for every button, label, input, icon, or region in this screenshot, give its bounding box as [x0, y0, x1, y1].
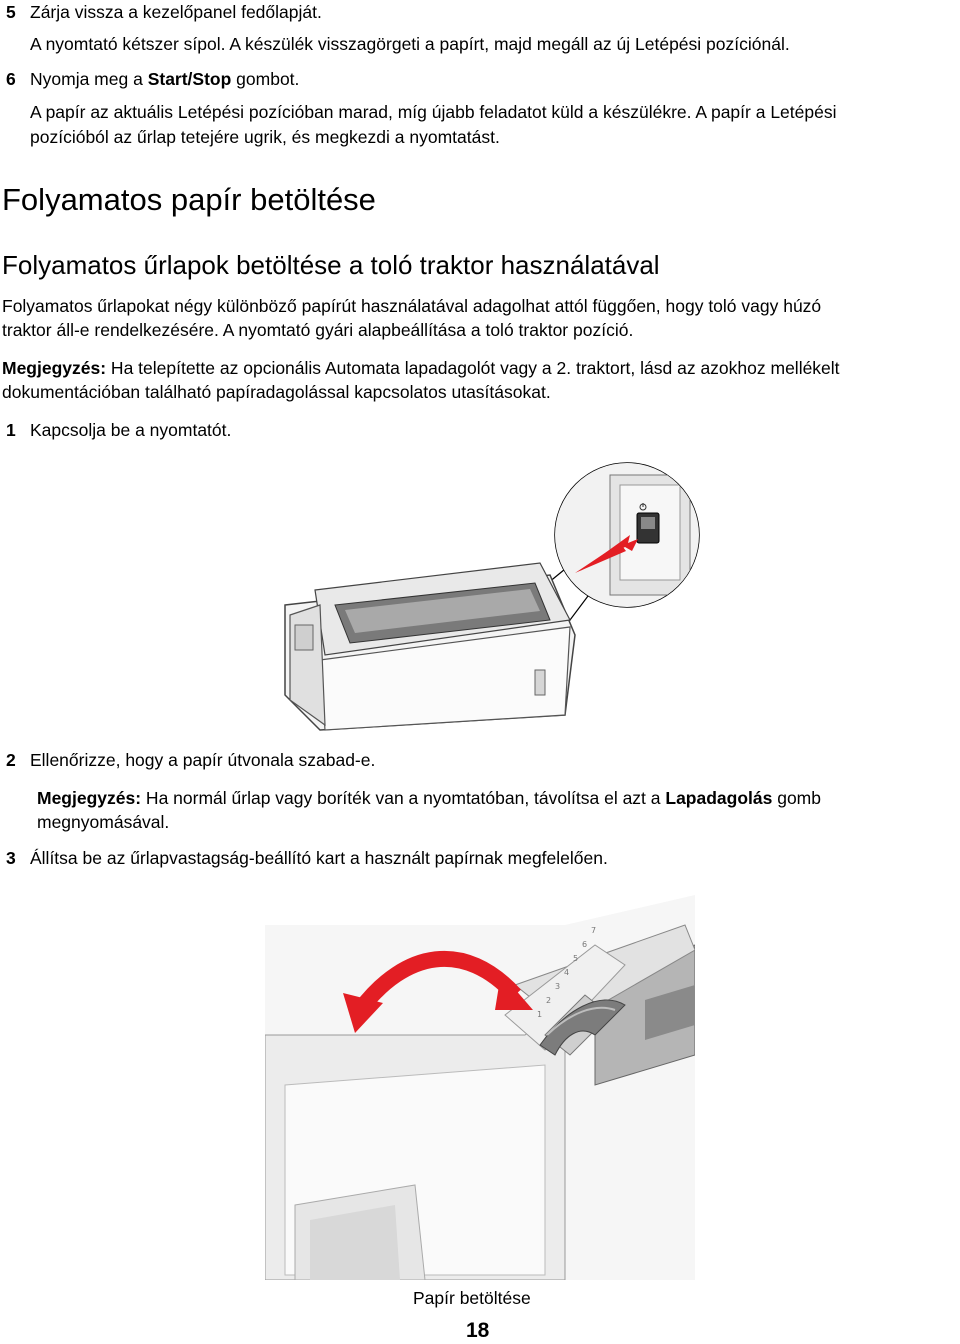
- note-2-line2: megnyomásával.: [37, 812, 170, 832]
- step-3-number: 3: [6, 848, 16, 868]
- step-6-detail-line1: A papír az aktuális Letépési pozícióban marad, míg újabb feladatot küld a készülékre. A papír a Letépési: [30, 102, 837, 122]
- scale-mark-3: 3: [555, 982, 561, 991]
- intro-line2: traktor áll-e rendelkezésére. A nyomtató gyári alapbeállítása a toló traktor pozíció.: [2, 320, 634, 340]
- step-6-post: gombot.: [231, 69, 300, 89]
- step-6-pre: Nyomja meg a: [30, 69, 148, 89]
- form-thickness-lever-illustration: [265, 885, 695, 1280]
- step-5-number: 5: [6, 2, 16, 22]
- note-1-line2: dokumentációban található papíradagolással kapcsolatos utasításokat.: [2, 382, 551, 402]
- scale-mark-2: 2: [546, 996, 552, 1005]
- note-2-post: gomb: [772, 788, 821, 808]
- scale-mark-7: 7: [591, 926, 597, 935]
- note-1-line1: [2, 356, 840, 380]
- intro-line1: Folyamatos űrlapokat négy különböző papírút használatával adagolhat attól függően, hogy toló vagy húzó: [2, 296, 822, 316]
- start-stop-label: Start/Stop: [147, 69, 232, 89]
- step-5-text: Zárja vissza a kezelőpanel fedőlapját.: [30, 2, 322, 22]
- note-2-label: Megjegyzés:: [37, 788, 142, 808]
- section-subtitle: Folyamatos űrlapok betöltése a toló traktor használatával: [2, 250, 660, 280]
- step-5-detail: A nyomtató kétszer sípol. A készülék visszagörgeti a papírt, majd megáll az új Letépési pozíciónál.: [30, 34, 790, 54]
- note-2-pre: Ha normál űrlap vagy boríték van a nyomtatóban, távolítsa el azt a: [141, 788, 666, 808]
- note-1-label: Megjegyzés:: [2, 358, 107, 378]
- printer-power-switch-illustration: [270, 455, 700, 735]
- footer-section: Papír betöltése: [413, 1288, 531, 1308]
- section-title: Folyamatos papír betöltése: [2, 182, 376, 217]
- scale-mark-4: 4: [564, 968, 570, 977]
- step-6-detail-line2: pozícióból az űrlap tetejére ugrik, és megkezdi a nyomtatást.: [30, 127, 500, 147]
- step-6-number: 6: [6, 69, 16, 89]
- note-2-line1: [37, 786, 821, 810]
- page-number: 18: [466, 1319, 490, 1342]
- scale-mark-5: 5: [573, 954, 579, 963]
- lapadagolas-label: Lapadagolás: [665, 788, 773, 808]
- scale-mark-1: 1: [537, 1010, 543, 1019]
- step-2-number: 2: [6, 750, 16, 770]
- step-3-text: Állítsa be az űrlapvastagság-beállító kart a használt papírnak megfelelően.: [30, 848, 608, 868]
- step-1-number: 1: [6, 420, 16, 440]
- note-1-text: Ha telepítette az opcionális Automata lapadagolót vagy a 2. traktort, lásd az azokhoz mellékelt: [106, 358, 840, 378]
- step-2-text: Ellenőrizze, hogy a papír útvonala szabad-e.: [30, 750, 376, 770]
- step-6-text: [30, 67, 299, 91]
- step-1-text: Kapcsolja be a nyomtatót.: [30, 420, 232, 440]
- scale-mark-6: 6: [582, 940, 588, 949]
